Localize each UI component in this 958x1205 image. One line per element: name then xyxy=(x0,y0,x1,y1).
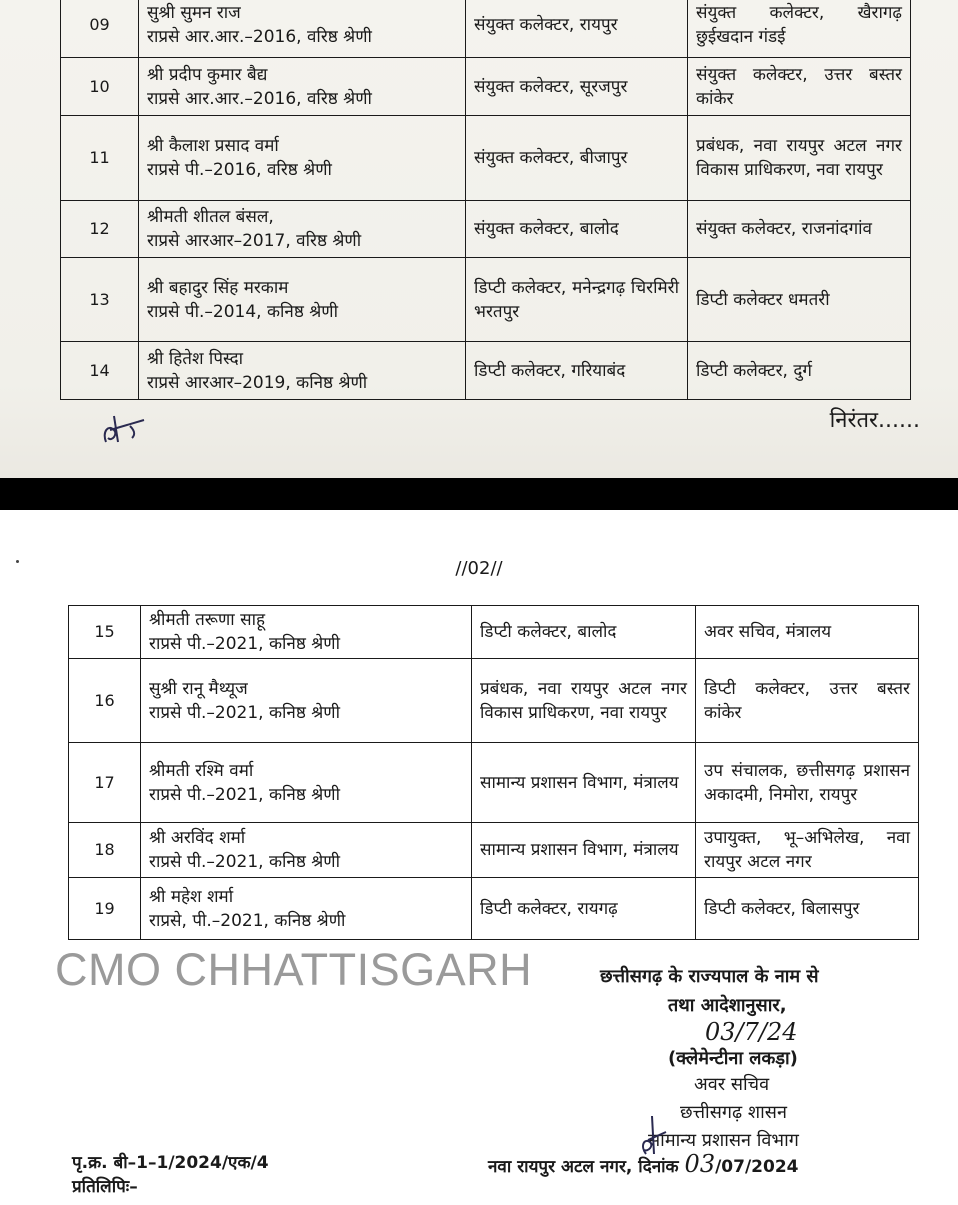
officer-service: राप्रसे आर.आर.–2016, वरिष्ठ श्रेणी xyxy=(147,88,372,109)
officer-cell xyxy=(141,743,472,823)
new-posting: संयुक्त कलेक्टर, उत्तर बस्तर कांकेर xyxy=(688,58,911,116)
serial-number: 17 xyxy=(69,743,141,823)
officer-cell xyxy=(141,823,472,878)
table-row xyxy=(69,743,919,823)
page-2 xyxy=(0,510,958,1205)
officer-name: श्री प्रदीप कुमार बैद्य xyxy=(147,64,268,85)
officer-cell xyxy=(139,201,466,258)
handwritten-day: 03 xyxy=(684,1150,716,1178)
new-posting: उपायुक्त, भू–अभिलेख, नवा रायपुर अटल नगर xyxy=(696,823,919,878)
signatory-government: छत्तीसगढ़ शासन xyxy=(680,1102,787,1123)
table-row xyxy=(61,116,911,201)
page-divider xyxy=(0,478,958,510)
table-row xyxy=(69,606,919,659)
current-posting: डिप्टी कलेक्टर, गरियाबंद xyxy=(466,342,688,400)
continued-note: निरंतर...... xyxy=(829,408,920,433)
officer-cell xyxy=(139,58,466,116)
place-date-prefix: नवा रायपुर अटल नगर, दिनांक xyxy=(488,1157,679,1177)
serial-number: 09 xyxy=(61,0,139,58)
officer-name: श्रीमती रश्मि वर्मा xyxy=(149,760,254,781)
page-number: //02// xyxy=(455,558,503,579)
officer-cell xyxy=(139,342,466,400)
officer-name: श्री बहादुर सिंह मरकाम xyxy=(147,277,289,298)
new-posting: संयुक्त कलेक्टर, खैरागढ़ छुईखदान गंडई xyxy=(688,0,911,58)
order-authority-line-2: तथा आदेशानुसार, xyxy=(668,995,787,1016)
current-posting: सामान्य प्रशासन विभाग, मंत्रालय xyxy=(472,743,696,823)
transfer-table-page-2 xyxy=(68,605,919,940)
serial-number: 14 xyxy=(61,342,139,400)
officer-cell xyxy=(141,659,472,743)
current-posting: प्रबंधक, नवा रायपुर अटल नगर विकास प्राधिकरण, नवा रायपुर xyxy=(472,659,696,743)
page-1-fragment xyxy=(0,0,958,478)
signatory-designation: अवर सचिव xyxy=(694,1074,770,1095)
serial-number: 19 xyxy=(69,878,141,940)
officer-cell xyxy=(139,0,466,58)
officer-name: श्री कैलाश प्रसाद वर्मा xyxy=(147,136,279,156)
serial-number: 15 xyxy=(69,606,141,659)
current-posting: संयुक्त कलेक्टर, बालोद xyxy=(466,201,688,258)
table-row xyxy=(61,58,911,116)
reference-number: पृ.क्र. बी–1–1/2024/एक/4 xyxy=(72,1153,269,1173)
officer-service: राप्रसे पी.–2021, कनिष्ठ श्रेणी xyxy=(149,634,340,654)
watermark: CMO CHHATTISGARH xyxy=(55,944,533,995)
table-row xyxy=(61,201,911,258)
current-posting: संयुक्त कलेक्टर, रायपुर xyxy=(466,0,688,58)
officer-service: राप्रसे आर.आर.–2016, वरिष्ठ श्रेणी xyxy=(147,27,372,47)
officer-cell xyxy=(139,116,466,201)
current-posting: डिप्टी कलेक्टर, रायगढ़ xyxy=(472,878,696,940)
new-posting: डिप्टी कलेक्टर, बिलासपुर xyxy=(696,878,919,940)
table-row xyxy=(69,878,919,940)
serial-number: 12 xyxy=(61,201,139,258)
new-posting: डिप्टी कलेक्टर, दुर्ग xyxy=(688,342,911,400)
serial-number: 11 xyxy=(61,116,139,201)
officer-service: राप्रसे पी.–2021, कनिष्ठ श्रेणी xyxy=(149,852,340,872)
new-posting: संयुक्त कलेक्टर, राजनांदगांव xyxy=(688,201,911,258)
table-row xyxy=(61,342,911,400)
officer-service: राप्रसे पी.–2021, कनिष्ठ श्रेणी xyxy=(149,784,340,805)
place-and-date xyxy=(488,1150,798,1178)
officer-name-signatory: (क्लेमेन्टीना लकड़ा) xyxy=(668,1048,798,1069)
serial-number: 16 xyxy=(69,659,141,743)
copy-to-label: प्रतिलिपिः– xyxy=(72,1177,138,1197)
officer-cell xyxy=(141,606,472,659)
month-year: /07/2024 xyxy=(715,1157,799,1177)
officer-name: सुश्री रानू मैथ्यूज xyxy=(149,678,248,699)
serial-number: 13 xyxy=(61,258,139,342)
officer-name: श्रीमती शीतल बंसल, xyxy=(147,207,274,227)
new-posting: डिप्टी कलेक्टर, उत्तर बस्तर कांकेर xyxy=(696,659,919,743)
initial-signature xyxy=(100,408,156,448)
signatory-department: सामान्य प्रशासन विभाग xyxy=(648,1130,799,1151)
officer-service: राप्रसे, पी.–2021, कनिष्ठ श्रेणी xyxy=(149,910,346,931)
officer-service: राप्रसे पी.–2021, कनिष्ठ श्रेणी xyxy=(149,702,340,723)
officer-service: राप्रसे पी.–2016, वरिष्ठ श्रेणी xyxy=(147,160,332,180)
new-posting: उप संचालक, छत्तीसगढ़ प्रशासन अकादमी, निमोरा, रायपुर xyxy=(696,743,919,823)
new-posting: अवर सचिव, मंत्रालय xyxy=(696,606,919,659)
table-row xyxy=(61,258,911,342)
officer-cell xyxy=(139,258,466,342)
current-posting: डिप्टी कलेक्टर, मनेन्द्रगढ़ चिरमिरी भरतपुर xyxy=(466,258,688,342)
serial-number: 10 xyxy=(61,58,139,116)
current-posting: संयुक्त कलेक्टर, बीजापुर xyxy=(466,116,688,201)
table-row xyxy=(69,659,919,743)
current-posting: संयुक्त कलेक्टर, सूरजपुर xyxy=(466,58,688,116)
table-row xyxy=(69,823,919,878)
signature-date: 03/7/24 xyxy=(705,1018,798,1046)
officer-name: सुश्री सुमन राज xyxy=(147,3,241,23)
officer-name: श्री महेश शर्मा xyxy=(149,886,234,907)
transfer-table-page-1 xyxy=(60,0,911,400)
officer-service: राप्रसे पी.–2014, कनिष्ठ श्रेणी xyxy=(147,301,338,322)
officer-name: श्री अरविंद शर्मा xyxy=(149,828,246,848)
officer-service: राप्रसे आरआर–2017, वरिष्ठ श्रेणी xyxy=(147,231,362,251)
current-posting: डिप्टी कलेक्टर, बालोद xyxy=(472,606,696,659)
officer-name: श्री हितेश पिस्दा xyxy=(147,348,244,369)
officer-name: श्रीमती तरूणा साहू xyxy=(149,610,266,630)
officer-service: राप्रसे आरआर–2019, कनिष्ठ श्रेणी xyxy=(147,372,368,393)
new-posting: प्रबंधक, नवा रायपुर अटल नगर विकास प्राधिकरण, नवा रायपुर xyxy=(688,116,911,201)
current-posting: सामान्य प्रशासन विभाग, मंत्रालय xyxy=(472,823,696,878)
serial-number: 18 xyxy=(69,823,141,878)
order-authority-line: छत्तीसगढ़ के राज्यपाल के नाम से xyxy=(600,966,819,987)
new-posting: डिप्टी कलेक्टर धमतरी xyxy=(688,258,911,342)
table-row xyxy=(61,0,911,58)
officer-cell xyxy=(141,878,472,940)
